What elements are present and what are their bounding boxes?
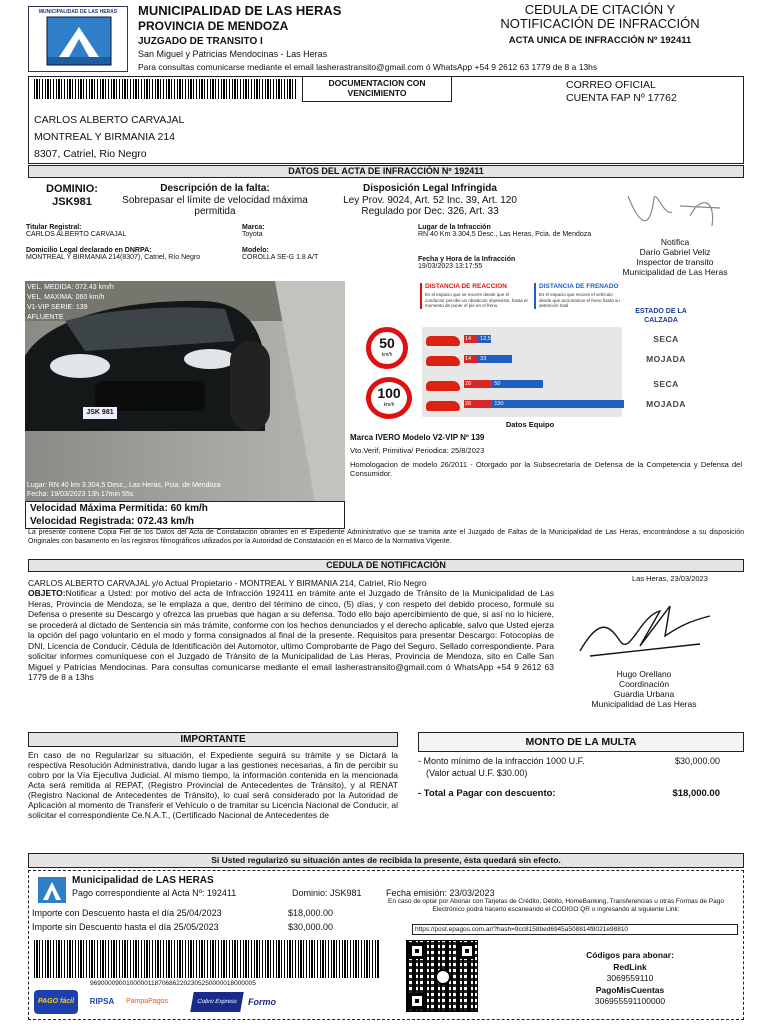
multa-total-value: $18,000.00 [672,788,720,799]
speed-sign-50-value: 50 [379,335,395,351]
titular-label: Titular Registral: [26,224,82,231]
multa-min-sub: (Valor actual U.F. $30.00) [426,768,528,778]
stub-importe-2-value: $30,000.00 [288,922,334,932]
logo-ripsa: RIPSA [89,997,115,1006]
lugar-label: Lugar de la Infracción [418,224,491,231]
car-icon [426,336,460,346]
photo-overlay-top [27,283,114,323]
lugar-field [418,224,604,238]
multa-min-label: - Monto mínimo de la infracción 1000 U.F. [418,756,585,766]
notifica-l2: Darío Gabriel Veliz [639,247,711,257]
notifica-l1: Notifica [660,237,690,247]
recipient-street: MONTREAL Y BIRMANIA 214 [34,131,176,143]
logo-formo: Formo [248,997,276,1007]
doc-title-line-1: CEDULA DE CITACIÓN Y [524,2,676,17]
photo-lugar: Lugar: RN 40 km 3.304,5 Desc., Las Heras, Pcia. de Mendoza [27,482,221,489]
correo-line-1: CORREO OFICIAL [566,79,656,91]
speed-sign-100-value: 100 [377,385,401,401]
orellano-role-2: Guardia Urbana [613,689,675,699]
equipo-homologacion: Homologacion de modelo 26/2011 - Otorgado por la Subsecretaría de Defensa de la Competencia y Defensa del Consumidor. [350,460,742,478]
payment-barcode-number: 9690000900100000118706862202305250000018000005 [90,980,256,987]
estado-label: SECA [653,334,679,344]
photo-fecha: Fecha: 19/03/2023 13h 17min 55s [27,491,134,498]
orellano-role-1: Coordinación [618,679,670,689]
payment-barcode [34,940,379,978]
notifica-l4: Municipalidad de Las Heras [622,267,728,277]
objeto-text: Notificar a Usted: por motivo del acta de Infracción 192411 en trámite ante el Juzgado de Tránsito de la Municipalidad de Las Heras, Provincia de Mendoza, se le emplaza a que, dentro del término de cinco, (5) días, y con respeto del debido proceso, formule su Defensa o presente su Descargo y ofrezca las pruebas que hagan a su defensa. Todo ello bajo apercibimiento de que, si así no lo hiciere, se procederá al dictado de Sentencia sin más trámite, conforme con los hechos denunciados y el derecho aplicable, salvo que Usted ejerza la opción del pago voluntario en el modo y forma consignados al final de la presente. Requisitos para presentar Descargo: Fotocopias de DNI, Licencia de Conducir, Cédula de Identificación del Automotor, ultimo Comprobante de Pago del Seguro, Sellado correspondiente. Para solicitar informes comuníquese con el Juzgado de Tránsito de la Municipalidad de Las Heras, Provincia de Mendoza, sito en Calle San Miguel y Patricias Mendocinas. Para consultas comunicarse mediante el email lasherastransito@gmail.com ó WhatsApp +54 9 2612 63 1779 de 8 a 13hs [28,588,554,682]
reaccion-bar: 28 [464,380,492,388]
fecha-infraccion-field [418,256,604,270]
frenado-bar: 12,5 [480,336,491,342]
tracking-barcode [34,79,296,99]
payment-qr-code[interactable] [406,940,478,1012]
speed-sign-50-unit: km/h [381,352,393,358]
notifica-l3: Inspector de transito [636,257,714,267]
notifica-block [608,237,742,277]
frenado-bar: 50 [492,380,543,388]
reaccion-bar: 14 [464,355,478,363]
frenado-title: DISTANCIA DE FRENADO [539,283,619,290]
logo-pampapagos: PampaPagos [126,998,169,1005]
importante-text: En caso de no Regularizar su situación, el Expediente seguirá su trámite y se Dictará la respectiva Resolución Administrativa, dando lugar a las gestiones necesarias, a fin de percibir su cobro por la Vía Ejecutiva Judicial. Al mismo tiempo, la información contenida en la mencionada Acta será remitida al REPAT, (Registro Provincial de Antecedentes de Tránsito), y al RENAT (Registro Nacional de Antecedentes de Tránsito), lo cual será considerado por la Autoridad de Aplicación al momento de Transferir el Vehículo o de tramitar su Licencia Nacional de Conducir, al solicitar el correspondiente Ce.N.A.T., (Certificado Nacional de Antecedentes de [28,750,398,820]
photo-afluente: AFLUENTE [27,314,64,321]
disposicion-line-1: Ley Prov. 9024, Art. 52 Inc. 39, Art. 120 [343,195,517,206]
importante-title: IMPORTANTE [28,732,398,747]
reaccion-bar: 14 [464,335,478,343]
marca-label: Marca: [242,224,265,231]
datos-acta-title: DATOS DEL ACTA DE INFRACCIÓN Nº 192411 [28,165,744,178]
inspector-signature [620,186,730,236]
stub-dominio: Dominio: JSK981 [292,888,362,898]
cedula-title: CEDULA DE NOTIFICACIÓN [28,559,744,572]
photo-plate: JSK 981 [83,407,117,419]
documentacion-vencimiento: DOCUMENTACION CON VENCIMIENTO [328,78,426,98]
radar-photo [25,281,345,501]
speed-sign-50 [366,327,408,369]
car-icon [426,401,460,411]
diagram-row [422,378,706,394]
correo-line-2: CUENTA FAP Nº 17762 [566,92,677,104]
recipient-name: CARLOS ALBERTO CARVAJAL [34,114,185,126]
equipo-marca: Marca IVERO Modelo V2-VIP Nº 139 [350,433,485,442]
velocidad-registrada: Velocidad Registrada: 072.43 km/h [30,516,194,527]
estado-label: MOJADA [646,399,686,409]
court-title: JUZGADO DE TRANSITO I [138,36,263,47]
disposicion-line-2: Regulado por Dec. 326, Art. 33 [361,206,499,217]
modelo-value: COROLLA SE-G 1.8 A/T [242,254,319,261]
province-title: PROVINCIA DE MENDOZA [138,19,289,33]
marca-field [242,224,392,238]
domicilio-value: MONTREAL Y BIRMANIA 214(8307), Catriel, Río Negro [26,254,201,261]
copia-fiel-text: La presente contiene Copia Fiel de los Datos del Acta de Constatación obrantes en el Expediente Administrativo que se tramita ante el Juzgado de Faltas de la Municipalidad de Las Heras, encontrándose a su disposición Originales con basamento en los registros filmográficos utilizados por la Autoridad de Constatación en el Marco de la Normativa Vigente. [28,529,744,545]
car-icon [426,381,460,391]
reaccion-bar: 28 [464,400,492,408]
titular-value: CARLOS ALBERTO CARVAJAL [26,231,127,238]
stub-importe-2-label: Importe sin Descuento hasta el día 25/05/2023 [32,922,219,932]
recipient-block [34,112,184,163]
multa-title: MONTO DE LA MULTA [418,732,744,752]
cedula-destinatario: CARLOS ALBERTO CARVAJAL y/o Actual Propietario - MONTREAL Y BIRMANIA 214, Catriel, Río Negro [28,578,427,588]
equipo-vto: Vto.Verif, Primitiva/ Periodica: 25/8/2023 [350,446,485,455]
diagram-row [422,353,706,369]
frenado-bar: 130 [492,400,624,408]
stub-pago: Pago correspondiente al Acta Nº: 192411 [72,888,237,898]
diagram-row [422,398,706,414]
doc-title-line-2: NOTIFICACIÓN DE INFRACCIÓN [500,16,700,31]
objeto-label: OBJETO: [28,588,66,598]
pmc-code: 306955591100000 [594,996,666,1006]
cedula-date: Las Heras, 23/03/2023 [632,574,708,583]
stub-payment-link[interactable]: https://post.epagos.com.ar/?hash=9cc8158bed6945a508814f8021e98810 [412,924,738,935]
orellano-signature [570,596,720,666]
redlink-code: 3069559110 [606,973,654,983]
stub-importe-1-label: Importe con Descuento hasta el día 25/04/2023 [32,908,222,918]
stub-seal [34,874,70,906]
municipality-title: MUNICIPALIDAD DE LAS HERAS [138,3,342,18]
modelo-label: Modelo: [242,247,269,254]
titular-field [26,224,226,238]
photo-overlay-bottom [27,481,221,499]
municipal-seal [28,6,128,72]
fecha-infraccion-label: Fecha y Hora de la Infracción [418,256,516,263]
fecha-infraccion-value: 19/03/2023 13:17:55 [418,263,483,270]
falta-value: Sobrepasar el límite de velocidad máxima permitida [122,195,308,217]
codigos-title: Códigos para abonar: [586,950,674,960]
speed-sign-100-unit: km/h [383,402,395,408]
logo-pagofacil: PAGO fácil [34,990,78,1014]
regularizo-banner: Si Usted regularizó su situación antes de recibida la presente, ésta quedará sin efecto. [28,853,744,868]
dominio-label: DOMINIO: [46,183,98,195]
frenado-bar: 33 [478,355,511,363]
frenado-text: Es el espacio que recorre el vehículo desde que accionamos el freno hasta su detención total [539,292,620,308]
recipient-city: 8307, Catriel, Rio Negro [34,148,147,160]
photo-vel-maxima: VEL. MAXIMA: 060 km/h [27,294,105,301]
frenado-header [534,283,624,309]
estado-label: MOJADA [646,354,686,364]
disposicion-label: Disposición Legal Infringida [363,183,497,194]
reaccion-text: Es el espacio que se recorre desde que el conductor percibe un obstáculo imprevisto, hasta el momento de poner el pie en el freno. [425,292,528,308]
dominio-value: JSK981 [52,196,92,208]
contact-line: Para consultas comunicarse mediante el email lasherastransito@gmail.com ó WhatsApp +54 9 2612 63 1779 de 8 a 13hs [138,62,598,72]
estado-label: SECA [653,379,679,389]
multa-min-value: $30,000.00 [674,756,720,766]
pmc-label: PagoMisCuentas [595,984,665,995]
diagram-row [422,333,706,349]
logo-cobroexpress: Cobro Express [190,992,244,1012]
car-icon [426,356,460,366]
codigos-block [560,950,700,1008]
photo-serie: V1-VIP SERIE: 139 [27,304,88,311]
redlink-label: RedLink [613,961,647,972]
falta-label: Descripción de la falta: [160,183,270,194]
correo-oficial [566,79,677,105]
stub-importe-1-value: $18,000.00 [288,908,334,918]
diagram-rows [422,327,706,417]
reaccion-title: DISTANCIA DE REACCION [425,283,507,290]
orellano-name: Hugo Orellano [616,669,672,679]
speed-sign-100 [366,377,412,419]
lugar-value: RN 40 Km 3.304,5 Desc., Las Heras, Pcia. de Mendoza [418,231,592,238]
modelo-field [242,247,392,261]
cedula-objeto [28,588,554,683]
acta-number: ACTA UNICA DE INFRACCIÓN Nº 192411 [508,35,692,46]
velocidad-permitida: Velocidad Máxima Permitida: 60 km/h [30,503,208,514]
stub-muni: Municipalidad de LAS HERAS [72,875,214,886]
multa-total-label: - Total a Pagar con descuento: [418,788,556,799]
orellano-block [572,669,716,709]
stub-fecha: Fecha emisión: 23/03/2023 [386,888,495,898]
datos-equipo-label: Datos Equipo [505,420,555,429]
stub-opt-text: En caso de optar por Abonar con Tarjetas de Crédito, Débito, HomeBanking, Transferencias u otras Formas de Pago Electrónico podrá hacerlo escaneando el CODIGO QR o ingresando al siguiente Link: [388,898,724,913]
orellano-role-3: Municipalidad de Las Heras [591,699,697,709]
court-address: San Miguel y Patricias Mendocinas - Las Heras [138,49,328,59]
marca-value: Toyota [242,231,263,238]
estado-calzada-title: ESTADO DE LA CALZADA [635,308,687,324]
photo-vel-medida: VEL. MEDIDA: 072.43 km/h [27,284,114,291]
seal-text: MUNICIPALIDAD DE LAS HERAS [38,9,118,15]
domicilio-field [26,247,226,261]
domicilio-label: Domicilio Legal declarado en DNRPA: [26,247,152,254]
reaccion-header [420,283,528,309]
doc-title [460,3,740,31]
braking-diagram [358,283,710,423]
